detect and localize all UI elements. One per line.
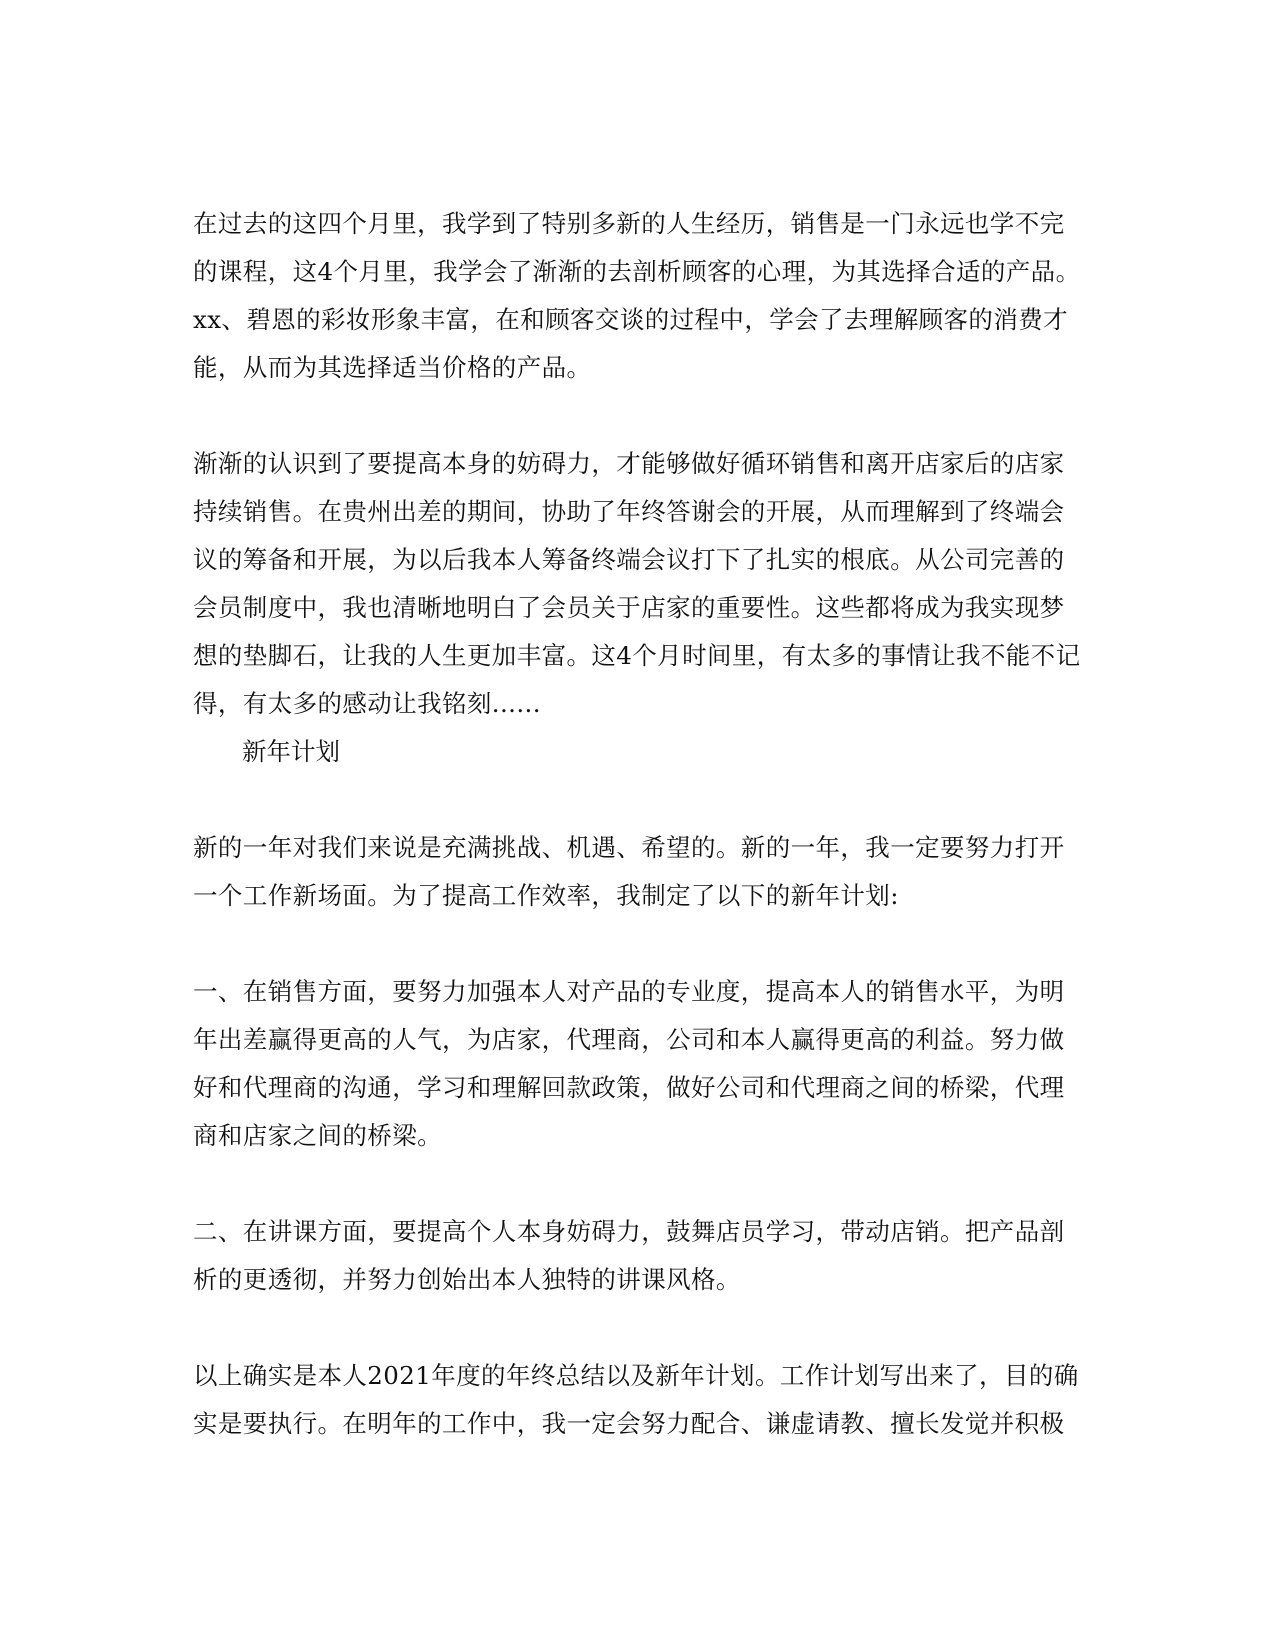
paragraph-spacer (193, 1160, 1083, 1208)
paragraph-summary: 以上确实是本人2021年度的年终总结以及新年计划。工作计划写出来了，目的确实是要执行。在明年的工作中，我一定会努力配合、谦虚请教、擅长发觉并积极 (193, 1361, 1079, 1438)
document-body (193, 200, 1083, 1448)
paragraph-plan-intro: 新的一年对我们来说是充满挑战、机遇、希望的。新的一年，我一定要努力打开一个工作新场面。为了提高工作效率，我制定了以下的新年计划: (193, 833, 1065, 910)
paragraph-plan-lectures: 二、在讲课方面，要提高个人本身妨碍力，鼓舞店员学习，带动店销。把产品剖析的更透彻，并努力创始出本人独特的讲课风格。 (193, 1217, 1065, 1294)
paragraph-experience: 在过去的这四个月里，我学到了特别多新的人生经历，销售是一门永远也学不完的课程，这4个月里，我学会了渐渐的去剖析顾客的心理，为其选择合适的产品。xx、碧恩的彩妆形象丰富，在和顾客交谈的过程中，学会了去理解顾客的消费才能，从而为其选择适当价格的产品。 (193, 209, 1081, 382)
paragraph-recognition: 渐渐的认识到了要提高本身的妨碍力，才能够做好循环销售和离开店家后的店家持续销售。在贵州出差的期间，协助了年终答谢会的开展，从而理解到了终端会议的筹备和开展，为以后我本人筹备终端会议打下了扎实的根底。从公司完善的会员制度中，我也清晰地明白了会员关于店家的重要性。这些都将成为我实现梦想的垫脚石，让我的人生更加丰富。这4个月时间里，有太多的事情让我不能不记得，有太多的感动让我铭刻...... (193, 449, 1081, 718)
section-heading-new-year-plan: 新年计划 (242, 737, 340, 766)
paragraph-spacer (193, 920, 1083, 968)
paragraph-spacer (193, 776, 1083, 824)
paragraph-plan-sales: 一、在销售方面，要努力加强本人对产品的专业度，提高本人的销售水平，为明年出差赢得更高的人气，为店家，代理商，公司和本人赢得更高的利益。努力做好和代理商的沟通，学习和理解回款政策，做好公司和代理商之间的桥梁，代理商和店家之间的桥梁。 (193, 977, 1065, 1150)
paragraph-spacer (193, 392, 1083, 440)
paragraph-spacer (193, 1304, 1083, 1352)
